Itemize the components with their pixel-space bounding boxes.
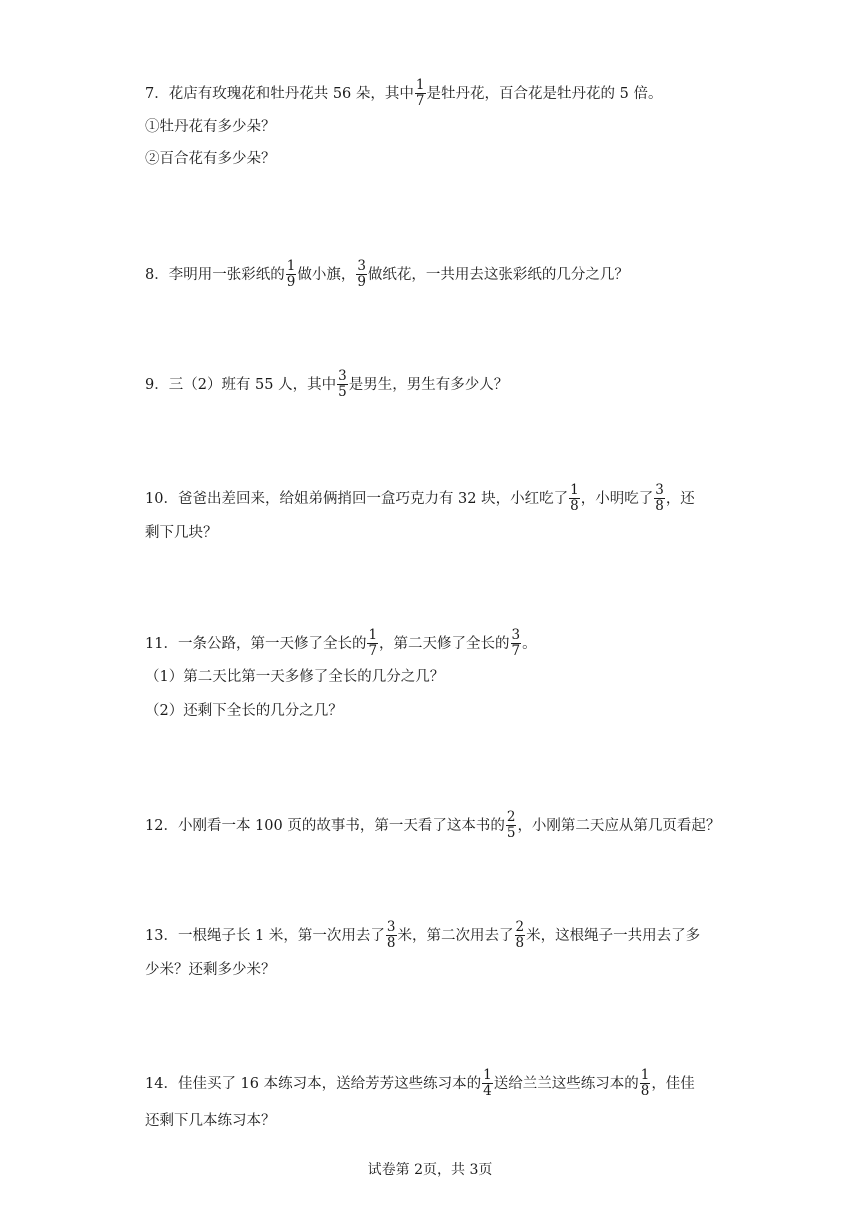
problem-13-line-1: 13．一根绳子长 1 米，第一次用去了 $\frac{3}{8}$ 米，第二次用去了 $\frac{2}{8}$ 米，这根绳子一共用去了多 — [145, 919, 701, 951]
problem-7-line-1 — [145, 78, 760, 109]
problem-11-subquestion-1: （1）第二天比第一天多修了全长的几分之几？ — [145, 669, 445, 685]
fraction: $\frac{3}{5}$ — [338, 368, 347, 400]
problem-9-line-1: 9．三（2）班有 55 人，其中 $\frac{3}{5}$ 是男生，男生有多少人？ — [145, 368, 509, 400]
page-footer: 试卷第 2页，共 3页 — [367, 1162, 493, 1178]
problem-7-subquestion-1: ①牡丹花有多少朵？ — [145, 119, 276, 135]
problem-7-subquestion-2: ②百合花有多少朵？ — [145, 151, 276, 167]
problem-10-line-2: 剩下几块？ — [145, 525, 218, 541]
fraction: $\frac{3}{8}$ — [655, 482, 664, 514]
problem-8-line-1: 8．李明用一张彩纸的 $\frac{1}{9}$ 做小旗， $\frac{3}{9}$ 做纸花，一共用去这张彩纸的几分之几？ — [145, 258, 629, 290]
problem-13-line-2: 少米？还剩多少米？ — [145, 962, 276, 978]
problem-7-text-a: 7．花店有玫瑰花和牡丹花共 56 朵，其中 — [145, 85, 414, 102]
fraction: $\frac{2}{5}$ — [506, 809, 516, 841]
fraction: $\frac{3}{9}$ — [357, 258, 366, 290]
fraction: $\frac{1}{9}$ — [286, 258, 296, 290]
fraction: $\frac{1}{8}$ — [570, 482, 579, 514]
fraction: $\frac{1}{8}$ — [640, 1067, 650, 1099]
problem-11-line-1: 11．一条公路，第一天修了全长的 $\frac{1}{7}$ ，第二天修了全长的 $\frac{3}{7}$ 。 — [145, 627, 537, 659]
fraction: $\frac{3}{8}$ — [386, 919, 396, 951]
problem-11-subquestion-2: （2）还剩下全长的几分之几？ — [145, 703, 343, 719]
problem-14-line-1: 14．佳佳买了 16 本练习本，送给芳芳这些练习本的 $\frac{1}{4}$ 送给兰兰这些练习本的 $\frac{1}{8}$ ，佳佳 — [145, 1067, 695, 1099]
fraction: $\frac{1}{7}$ — [368, 627, 378, 659]
problem-7-text-b: 是牡丹花，百合花是牡丹花的 5 倍。 — [426, 85, 663, 102]
fraction: $\frac{1}{4}$ — [483, 1067, 492, 1099]
fraction: $\frac{1}{7}$ — [415, 77, 425, 109]
problem-12-line-1: 12．小刚看一本 100 页的故事书，第一天看了这本书的 $\frac{2}{5}$ ，小刚第二天应从第几页看起？ — [145, 809, 721, 841]
problem-14-line-2: 还剩下几本练习本？ — [145, 1113, 276, 1129]
problem-10-line-1: 10．爸爸出差回来，给姐弟俩捎回一盒巧克力有 32 块，小红吃了 $\frac{1}{8}$ ，小明吃了 $\frac{3}{8}$ ，还 — [145, 482, 695, 514]
fraction: $\frac{2}{8}$ — [515, 919, 525, 951]
fraction: $\frac{3}{7}$ — [511, 627, 521, 659]
